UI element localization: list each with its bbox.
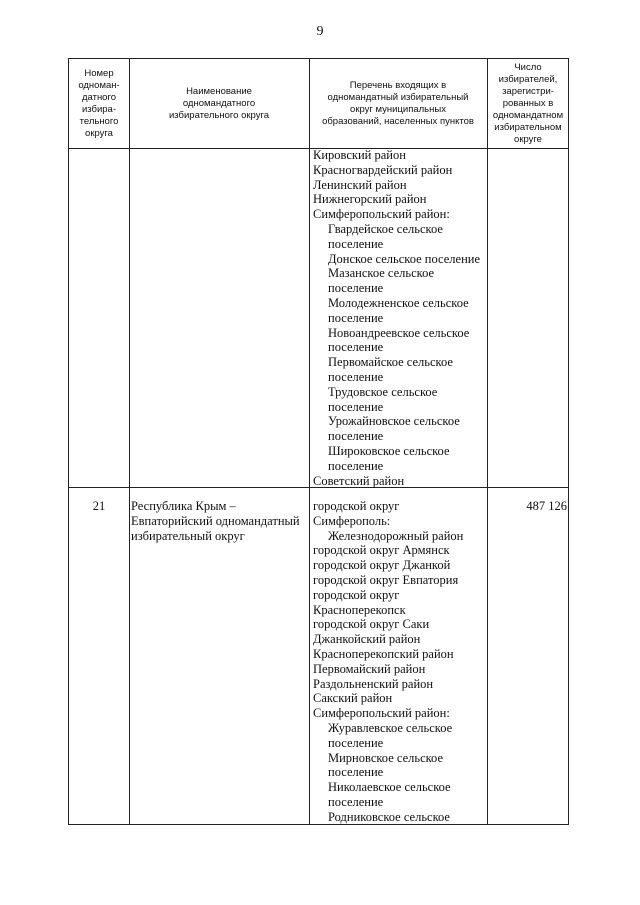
header-line: рованных в: [502, 97, 554, 109]
municipality-item: городской округ Евпатория: [313, 572, 459, 587]
municipality-item: Молодежненское сельское: [328, 295, 469, 310]
municipality-item: Новоандреевское сельское: [328, 325, 470, 340]
municipality-item: городской округ Саки: [313, 617, 430, 632]
municipality-item: поселение: [328, 794, 384, 809]
municipality-item: Урожайновское сельское: [328, 414, 460, 429]
district-name-line: избирательный округ: [131, 528, 245, 543]
municipality-item: городской округ Джанкой: [313, 558, 451, 573]
row-2-municipalities: [313, 499, 463, 825]
municipality-item: городской округ Армянск: [313, 543, 450, 558]
header-line: датного: [81, 91, 117, 103]
municipality-item: поселение: [328, 399, 384, 414]
municipality-item: поселение: [328, 458, 384, 473]
header-line: одномандатном: [492, 109, 564, 121]
municipality-item: Широковское сельское: [328, 443, 450, 458]
municipality-item: поселение: [328, 429, 384, 444]
municipality-item: Нижнегорский район: [313, 192, 427, 207]
municipality-item: Кировский район: [313, 148, 406, 162]
header-line: округ муниципальных: [350, 103, 446, 115]
row-2-voter-count: 487 126: [526, 499, 567, 513]
municipality-item: городской округ: [313, 499, 400, 513]
header-district-number: [69, 59, 129, 148]
header-line: Число: [514, 61, 542, 73]
districts-table: [68, 58, 569, 825]
row-2-district-name: [131, 499, 300, 543]
header-district-name: [129, 59, 309, 148]
municipality-item: Трудовское сельское: [328, 384, 438, 399]
district-name-line: Республика Крым –: [131, 499, 236, 513]
municipality-item: Ленинский район: [313, 177, 407, 192]
district-name-line: Евпаторийский одномандатный: [131, 513, 300, 528]
municipality-item: Мазанское сельское: [328, 266, 435, 281]
header-line: одноман-: [78, 79, 120, 91]
header-line: Наименование: [186, 85, 252, 97]
header-line: одномандатный избирательный: [327, 91, 469, 103]
header-line: избирательного округа: [169, 109, 269, 121]
header-voter-count: [487, 59, 569, 148]
header-line: избира-: [81, 103, 117, 115]
header-line: избирателей,: [498, 73, 558, 85]
municipality-item: Джанкойский район: [313, 632, 421, 647]
municipality-item: Раздольненский район: [313, 676, 434, 691]
municipality-item: Гвардейское сельское: [328, 221, 443, 236]
header-line: округе: [514, 133, 542, 145]
header-line: зарегистри-: [502, 85, 554, 97]
municipality-item: Донское сельское поселение: [328, 251, 480, 266]
header-municipalities: [309, 59, 487, 148]
municipality-item: Первомайское сельское: [328, 355, 453, 370]
row-2-district-number: 21: [92, 499, 106, 513]
column-divider: [487, 59, 488, 824]
column-divider: [129, 59, 130, 824]
municipality-item: Симферополь:: [313, 513, 391, 528]
municipality-item: поселение: [328, 735, 384, 750]
row-1-municipalities: [313, 148, 480, 488]
municipality-item: Красноперекопский район: [313, 646, 454, 661]
municipality-item: Николаевское сельское: [328, 780, 451, 795]
municipality-item: поселение: [328, 281, 384, 296]
municipality-item: поселение: [328, 310, 384, 325]
page-number: 9: [316, 24, 324, 39]
municipality-item: поселение: [328, 340, 384, 355]
header-line: Номер: [84, 67, 114, 79]
municipality-item: Журавлевское сельское: [328, 720, 453, 735]
municipality-item: Первомайский район: [313, 661, 426, 676]
header-line: тельного: [79, 115, 119, 127]
municipality-item: Сакский район: [313, 691, 393, 706]
municipality-item: Красногвардейский район: [313, 162, 453, 177]
header-line: образований, населенных пунктов: [322, 115, 474, 127]
municipality-item: Красноперекопск: [313, 602, 406, 617]
header-line: Перечень входящих в: [349, 79, 447, 91]
municipality-item: поселение: [328, 236, 384, 251]
municipality-item: Мирновское сельское: [328, 750, 444, 765]
municipality-item: поселение: [328, 765, 384, 780]
header-line: одномандатного: [182, 97, 256, 109]
column-divider: [309, 59, 310, 824]
municipality-item: Советский район: [313, 473, 405, 488]
municipality-item: Симферопольский район:: [313, 706, 450, 721]
municipality-item: Железнодорожный район: [328, 528, 464, 543]
municipality-item: Симферопольский район:: [313, 207, 450, 222]
header-line: округа: [85, 127, 113, 139]
municipality-item: городской округ: [313, 587, 400, 602]
header-line: избирательном: [494, 121, 562, 133]
municipality-item: Родниковское сельское: [328, 809, 450, 824]
municipality-item: поселение: [328, 369, 384, 384]
